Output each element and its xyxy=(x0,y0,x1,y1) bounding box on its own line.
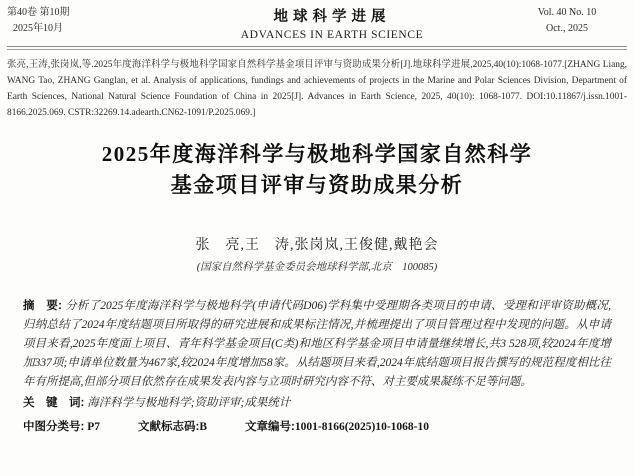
volume-line-en: Vol. 40 No. 10 xyxy=(537,7,597,18)
keywords-label: 关 键 词: xyxy=(23,397,85,410)
volume-issue-line: 第40卷 第10期 xyxy=(7,7,70,18)
article-title-line2: 基金项目评审与资助成果分析 xyxy=(170,173,464,198)
clc-group xyxy=(23,421,100,433)
abstract-section xyxy=(23,297,611,392)
journal-title-en: ADVANCES IN EARTH SCIENCE xyxy=(240,29,424,41)
keywords-section xyxy=(23,394,611,413)
journal-masthead xyxy=(157,5,507,41)
doc-code-value: B xyxy=(199,421,208,434)
issue-date-line: 2025年10月 xyxy=(13,23,63,34)
article-id-group xyxy=(245,421,429,433)
volume-issue-info-en xyxy=(507,5,627,37)
abstract-text: 分析了2025年度海洋科学与极地科学(申请代码D06)学科集中受理期各类项目的申请、受理和评审资助概况,归纳总结了2024年度结题项目所取得的研究进展和成果标注情况,并梳理提出了项目管理过程中发现的问题。从申请项目来看,2025年度面上项目、青年科学基金项目(C类)和地区科学基金项目申请量继续增长,共3 528项,较2024年度增加337项;申请单位数量为467家,较2024年度增加58家。从结题项目来看,2024年底结题项目报告撰写的规范程度相比往年有所提高,但部分项目依然存在成果发表内容与立项时研究内容不符、对主要成果凝练不足等问题。 xyxy=(23,300,611,389)
authors-line: 张 亮,王 涛,张岗岚,王俊健,戴艳会 xyxy=(195,238,439,254)
article-meta-row xyxy=(23,418,611,436)
clc-value: P7 xyxy=(87,421,100,434)
affiliation-line: (国家自然科学基金委员会地球科学部,北京 100085) xyxy=(196,262,438,274)
volume-issue-info xyxy=(7,5,157,37)
date-line-en: Oct., 2025 xyxy=(546,23,588,34)
article-id-label: 文章编号: xyxy=(245,421,295,434)
journal-title-cn: 地球科学进展 xyxy=(273,9,391,25)
article-title-line1: 2025年度海洋科学与极地科学国家自然科学 xyxy=(101,142,533,167)
doc-code-group xyxy=(138,421,207,433)
article-id-value: 1001-8166(2025)10-1068-10 xyxy=(294,421,430,434)
abstract-label: 摘 要: xyxy=(23,300,62,313)
page-header xyxy=(7,5,627,41)
article-title xyxy=(7,139,627,201)
keywords-text: 海洋科学与极地科学;资助评审;成果统计 xyxy=(87,397,291,410)
citation-block: 张亮,王涛,张岗岚,等.2025年度海洋科学与极地科学国家自然科学基金项目评审与资助成果分析[J].地球科学进展,2025,40(10):1068-1077.[ZHANG Liang, WANG Tao, ZHANG Ganglan, et al. Analysis of applications, fundings and achievements of projects in the Marine and Polar Sciences Division, Department of Earth Sciences, National Natural Science Foundation of China in 2025[J]. Advances in Earth Science, 2025, 40(10): 1068-1077. DOI:10.11867/j.issn.1001-8166.2025.069. CSTR:32269.14.adearth.CN62-1091/P.2025.069.] xyxy=(7,60,627,119)
doc-code-label: 文献标志码: xyxy=(138,421,200,434)
clc-label: 中图分类号: xyxy=(23,421,85,434)
header-double-rule xyxy=(7,46,627,50)
